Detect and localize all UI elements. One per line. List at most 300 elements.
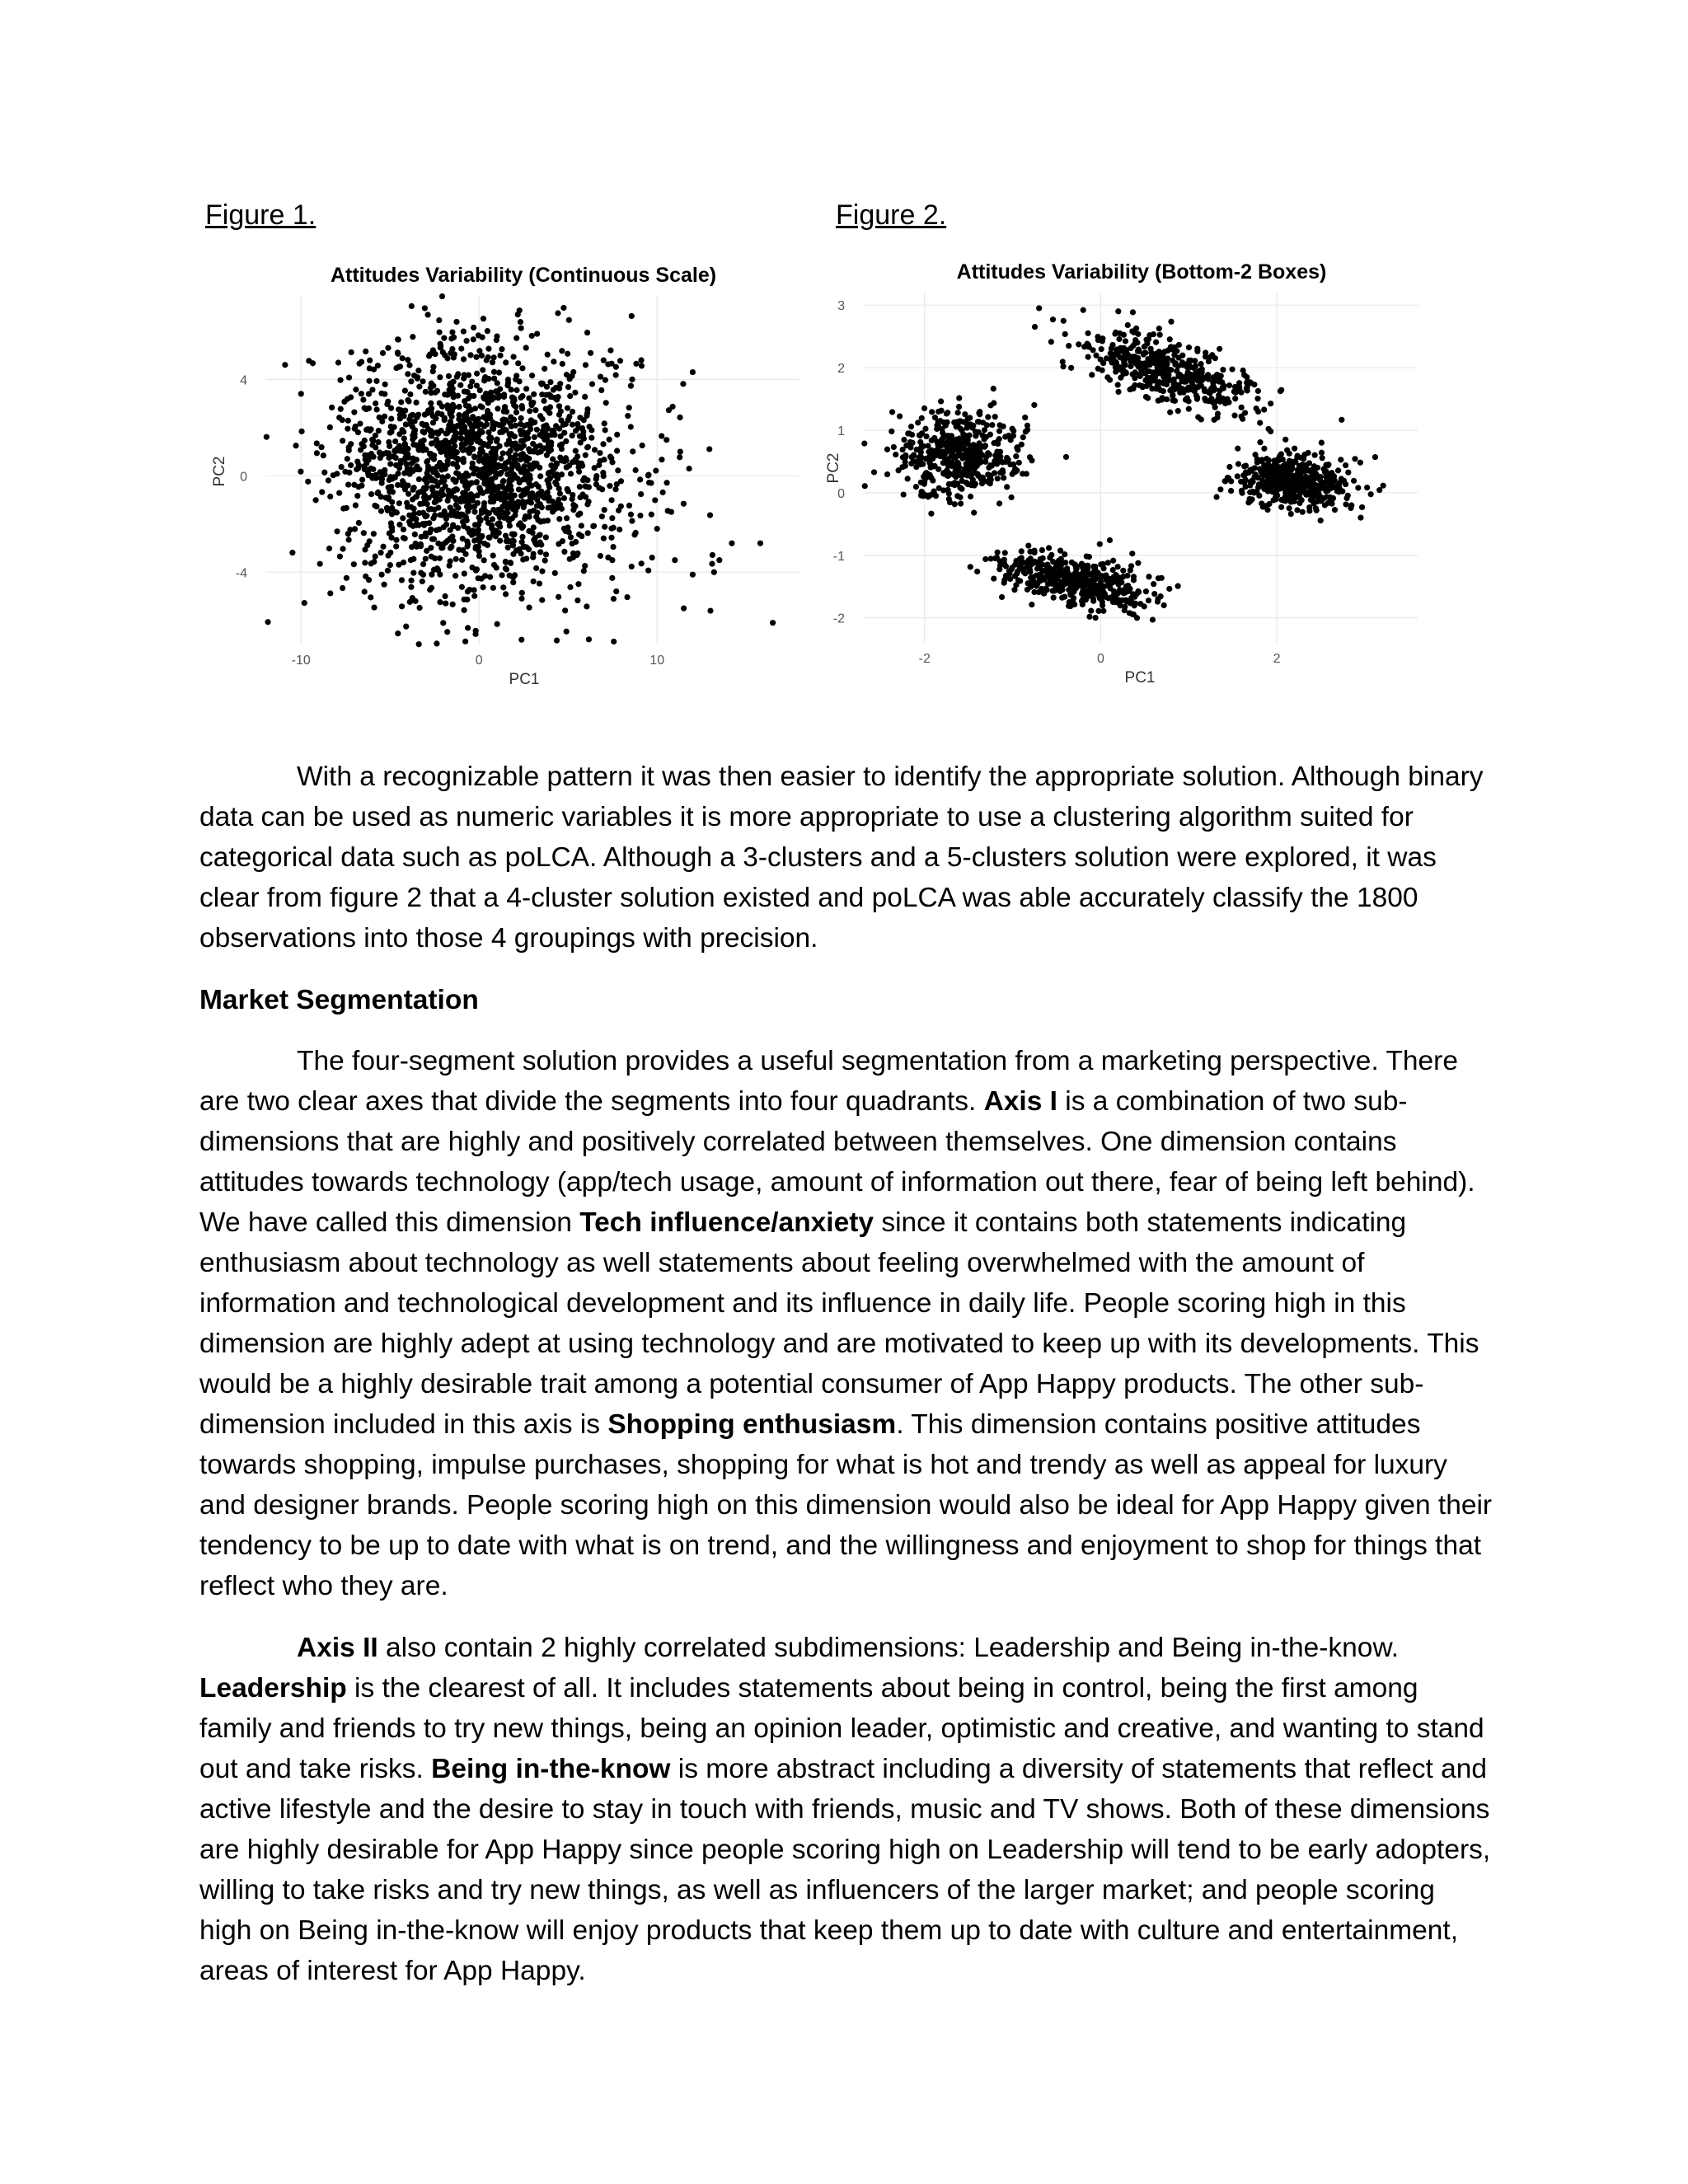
data-point	[526, 476, 532, 482]
data-point	[1319, 440, 1325, 446]
data-point	[365, 426, 371, 432]
data-point	[398, 458, 404, 464]
data-point	[520, 544, 526, 550]
data-point	[400, 355, 406, 361]
data-point	[557, 381, 563, 387]
data-point	[1120, 568, 1126, 574]
data-point	[534, 427, 540, 433]
data-point	[529, 530, 535, 536]
data-point	[649, 555, 655, 560]
data-point	[345, 456, 350, 462]
data-point	[668, 509, 674, 515]
data-point	[493, 452, 499, 458]
data-point	[490, 552, 496, 558]
data-point	[1196, 374, 1202, 380]
data-point	[499, 417, 505, 423]
data-point	[452, 351, 457, 357]
data-point	[439, 404, 445, 410]
data-point	[533, 565, 539, 571]
data-point	[592, 465, 598, 471]
data-point	[1311, 463, 1317, 469]
data-point	[519, 403, 525, 409]
data-point	[521, 463, 527, 469]
data-point	[900, 447, 906, 452]
data-point	[964, 480, 969, 485]
data-point	[542, 366, 547, 372]
data-point	[1171, 377, 1177, 382]
data-point	[340, 505, 346, 511]
data-point	[628, 424, 634, 429]
data-point	[1078, 578, 1084, 583]
data-point	[485, 346, 491, 352]
data-point	[1174, 348, 1179, 354]
data-point	[908, 461, 914, 466]
data-point	[352, 426, 358, 432]
data-point	[530, 551, 536, 556]
data-point	[948, 448, 954, 453]
data-point	[491, 369, 497, 375]
data-point	[371, 559, 377, 565]
data-point	[446, 449, 452, 455]
data-point	[404, 462, 410, 467]
data-point	[729, 541, 734, 546]
data-point	[968, 564, 973, 569]
data-point	[1343, 481, 1348, 487]
data-point	[680, 381, 686, 387]
data-point	[996, 428, 1002, 434]
data-point	[582, 394, 588, 400]
data-point	[1029, 602, 1034, 607]
data-point	[1148, 346, 1154, 352]
data-point	[1274, 488, 1280, 494]
data-point	[1019, 548, 1025, 554]
data-point	[1288, 511, 1294, 517]
data-point	[558, 434, 564, 439]
data-point	[455, 371, 461, 377]
data-point	[1305, 478, 1311, 484]
data-point	[561, 495, 567, 501]
data-point	[462, 551, 468, 557]
data-point	[537, 518, 543, 524]
data-point	[1256, 493, 1262, 499]
data-point	[637, 476, 643, 482]
data-point	[1124, 573, 1130, 579]
data-point	[413, 400, 419, 405]
data-point	[555, 310, 560, 316]
data-point	[546, 448, 551, 454]
data-point	[564, 464, 570, 470]
data-point	[1228, 478, 1234, 484]
data-point	[599, 513, 605, 519]
data-point	[438, 344, 443, 350]
data-point	[1047, 580, 1053, 586]
data-point	[956, 465, 962, 471]
data-point	[645, 568, 651, 574]
data-point	[351, 482, 357, 488]
data-point	[935, 409, 941, 415]
data-point	[452, 455, 458, 461]
data-point	[416, 476, 422, 482]
y-ticks	[236, 373, 247, 580]
data-point	[1245, 499, 1251, 505]
data-point	[1036, 305, 1042, 311]
data-point	[968, 474, 973, 480]
data-point	[927, 448, 933, 454]
data-point	[494, 438, 499, 444]
data-point	[1151, 581, 1156, 587]
data-point	[884, 471, 890, 477]
data-point	[1031, 402, 1037, 408]
data-point	[484, 488, 490, 494]
data-point	[521, 502, 527, 508]
data-point	[624, 594, 630, 600]
data-point	[464, 518, 470, 523]
data-point	[1299, 462, 1305, 467]
data-point	[690, 572, 696, 578]
data-point	[1061, 318, 1067, 324]
data-point	[1034, 565, 1040, 571]
data-point	[706, 446, 712, 452]
data-point	[486, 460, 492, 466]
data-point	[532, 434, 537, 440]
data-point	[379, 572, 385, 578]
data-point	[473, 568, 479, 574]
data-point	[1300, 509, 1306, 515]
data-point	[1137, 361, 1143, 367]
data-point	[980, 475, 986, 480]
data-point	[1255, 409, 1261, 415]
data-point	[471, 454, 477, 460]
y-tick-label: 0	[240, 470, 247, 485]
data-point	[429, 585, 434, 591]
data-point	[1072, 577, 1078, 583]
data-point	[495, 621, 500, 627]
data-point	[410, 334, 415, 340]
data-point	[458, 436, 464, 442]
data-point	[515, 360, 521, 366]
data-point	[464, 504, 470, 509]
data-point	[968, 421, 973, 427]
data-point	[677, 415, 682, 420]
data-point	[1025, 427, 1030, 433]
x-tick-label: 2	[1273, 652, 1281, 666]
data-point	[991, 575, 996, 581]
data-point	[1248, 468, 1254, 474]
data-point	[413, 516, 419, 522]
data-point	[939, 449, 945, 455]
data-point	[429, 454, 434, 460]
data-point	[547, 393, 553, 399]
data-point	[406, 513, 412, 518]
data-point	[401, 481, 407, 487]
data-point	[421, 485, 427, 490]
data-point	[1098, 561, 1104, 567]
data-point	[1255, 388, 1261, 394]
data-point	[1244, 380, 1250, 386]
data-point	[646, 480, 652, 485]
data-point	[946, 496, 952, 502]
data-point	[361, 530, 367, 536]
data-point	[1338, 457, 1343, 462]
data-point	[574, 453, 580, 459]
data-point	[537, 490, 542, 496]
data-point	[952, 471, 958, 477]
data-point	[362, 588, 368, 594]
data-point	[901, 491, 907, 497]
data-point	[417, 501, 423, 507]
data-point	[1335, 467, 1341, 473]
data-point	[1232, 396, 1238, 401]
data-point	[611, 639, 617, 644]
data-point	[970, 457, 976, 463]
data-point	[359, 483, 364, 489]
data-point	[370, 438, 376, 443]
data-point	[1076, 341, 1081, 347]
data-point	[1332, 507, 1338, 513]
data-point	[1142, 344, 1147, 349]
data-point	[314, 440, 320, 446]
data-point	[891, 444, 897, 450]
data-point	[1257, 466, 1263, 471]
data-point	[458, 430, 464, 436]
data-point	[608, 361, 614, 367]
data-point	[264, 434, 270, 440]
data-point	[637, 513, 643, 518]
data-point	[598, 553, 603, 559]
data-point	[1259, 484, 1264, 490]
data-point	[407, 391, 413, 397]
data-point	[1261, 446, 1267, 452]
data-point	[431, 567, 437, 573]
data-point	[465, 625, 471, 630]
data-point	[468, 431, 474, 437]
data-point	[424, 480, 429, 485]
data-point	[584, 444, 590, 450]
data-point	[1168, 319, 1174, 325]
data-point	[1261, 406, 1267, 412]
data-point	[1194, 346, 1200, 352]
data-point	[298, 469, 303, 475]
x-axis-label: PC1	[509, 671, 540, 688]
data-point	[385, 568, 391, 574]
data-point	[497, 353, 503, 359]
data-point	[544, 436, 550, 442]
data-point	[1086, 614, 1092, 620]
data-point	[597, 450, 603, 456]
data-point	[1024, 471, 1029, 476]
data-point	[1100, 602, 1105, 608]
data-point	[1022, 570, 1028, 576]
data-point	[574, 551, 580, 556]
data-point	[411, 485, 417, 490]
data-point	[539, 391, 545, 397]
data-point	[1051, 568, 1057, 574]
data-point	[462, 597, 467, 602]
data-point	[435, 490, 441, 496]
data-point	[943, 469, 949, 475]
data-point	[510, 354, 516, 359]
data-point	[580, 477, 586, 483]
data-point	[551, 387, 556, 392]
data-point	[548, 462, 554, 468]
data-point	[462, 570, 467, 576]
data-point	[1100, 335, 1105, 341]
data-point	[639, 363, 645, 368]
data-point	[921, 405, 927, 411]
data-point	[1215, 410, 1221, 416]
data-point	[1153, 386, 1159, 391]
data-point	[659, 457, 664, 462]
data-point	[433, 478, 438, 484]
data-point	[1198, 361, 1203, 367]
data-point	[1025, 543, 1031, 549]
figure-1-caption: Figure 1.	[205, 199, 316, 231]
data-point	[601, 358, 607, 363]
data-point	[345, 418, 351, 424]
data-point	[400, 410, 406, 415]
data-point	[450, 402, 456, 408]
data-point	[946, 440, 952, 446]
data-point	[379, 480, 385, 485]
data-point	[516, 522, 522, 527]
data-point	[946, 481, 952, 487]
data-point	[509, 531, 515, 537]
data-point	[439, 293, 445, 299]
data-point	[395, 336, 401, 342]
data-point	[437, 440, 443, 446]
data-point	[434, 464, 440, 470]
data-point	[911, 453, 917, 459]
data-point	[448, 414, 454, 419]
data-point	[1110, 558, 1116, 564]
data-point	[375, 439, 381, 445]
data-point	[1343, 462, 1348, 468]
data-point	[1226, 382, 1232, 388]
data-point	[471, 504, 477, 509]
data-point	[928, 511, 934, 517]
data-point	[402, 536, 408, 541]
data-point	[1081, 568, 1086, 574]
data-point	[453, 319, 459, 325]
data-point	[565, 405, 570, 411]
data-point	[523, 555, 529, 561]
data-point	[1332, 477, 1338, 483]
data-point	[1316, 494, 1322, 499]
data-point	[326, 546, 332, 551]
data-point	[406, 363, 412, 368]
data-point	[613, 588, 619, 594]
data-point	[513, 387, 519, 393]
data-point	[440, 620, 446, 626]
data-point	[476, 433, 481, 438]
data-point	[430, 383, 436, 389]
x-ticks	[292, 654, 665, 668]
data-point	[518, 596, 524, 602]
data-point	[532, 407, 538, 413]
data-point	[476, 416, 481, 422]
data-point	[473, 354, 479, 360]
data-point	[1314, 508, 1320, 513]
data-point	[1157, 332, 1163, 338]
data-point	[1235, 473, 1240, 479]
data-point	[1239, 405, 1245, 410]
data-point	[1195, 415, 1201, 420]
data-point	[1364, 485, 1370, 490]
data-point	[649, 512, 654, 518]
data-point	[476, 332, 481, 338]
data-point	[681, 501, 687, 507]
data-point	[918, 449, 924, 455]
data-point	[498, 456, 504, 462]
data-point	[442, 352, 448, 358]
data-point	[1085, 354, 1091, 360]
data-point	[1085, 330, 1090, 336]
data-point	[1020, 434, 1026, 440]
data-point	[1357, 460, 1363, 466]
data-point	[613, 372, 619, 377]
data-point	[633, 467, 639, 473]
y-tick-label: -4	[235, 566, 247, 581]
data-point	[481, 316, 486, 321]
data-point	[378, 494, 384, 499]
data-point	[420, 448, 426, 453]
data-point	[537, 580, 542, 586]
data-point	[437, 374, 443, 380]
data-point	[1170, 397, 1175, 403]
data-point	[567, 584, 573, 590]
data-point	[926, 459, 932, 465]
data-point	[617, 358, 623, 363]
y-tick-label: 2	[837, 362, 845, 377]
data-point	[564, 629, 570, 635]
data-point	[401, 527, 406, 532]
data-point	[1329, 501, 1334, 507]
data-point	[429, 440, 435, 446]
data-point	[348, 462, 354, 468]
data-point	[440, 462, 446, 468]
data-point	[1244, 374, 1250, 380]
data-point	[1010, 428, 1016, 434]
data-point	[1134, 615, 1140, 621]
data-point	[490, 585, 496, 591]
data-point	[956, 404, 962, 410]
y-tick-label: -1	[832, 549, 845, 564]
data-point	[968, 494, 973, 499]
data-point	[1266, 463, 1272, 469]
data-point	[397, 415, 403, 421]
data-point	[1296, 493, 1301, 499]
data-point	[403, 624, 409, 630]
data-point	[380, 544, 386, 550]
data-point	[321, 470, 327, 476]
data-point	[385, 345, 391, 351]
data-point	[374, 406, 380, 412]
data-point	[1115, 564, 1121, 569]
data-point	[485, 542, 490, 548]
data-point	[461, 356, 467, 362]
scatter-chart-bottom2	[820, 247, 1430, 692]
data-point	[568, 471, 574, 476]
data-point	[434, 388, 440, 394]
data-point	[448, 543, 454, 549]
data-point	[481, 396, 487, 401]
data-point	[564, 457, 570, 463]
data-point	[545, 352, 551, 358]
data-point	[564, 515, 570, 521]
data-point	[985, 414, 991, 419]
data-point	[1002, 550, 1008, 555]
data-point	[1381, 483, 1386, 489]
